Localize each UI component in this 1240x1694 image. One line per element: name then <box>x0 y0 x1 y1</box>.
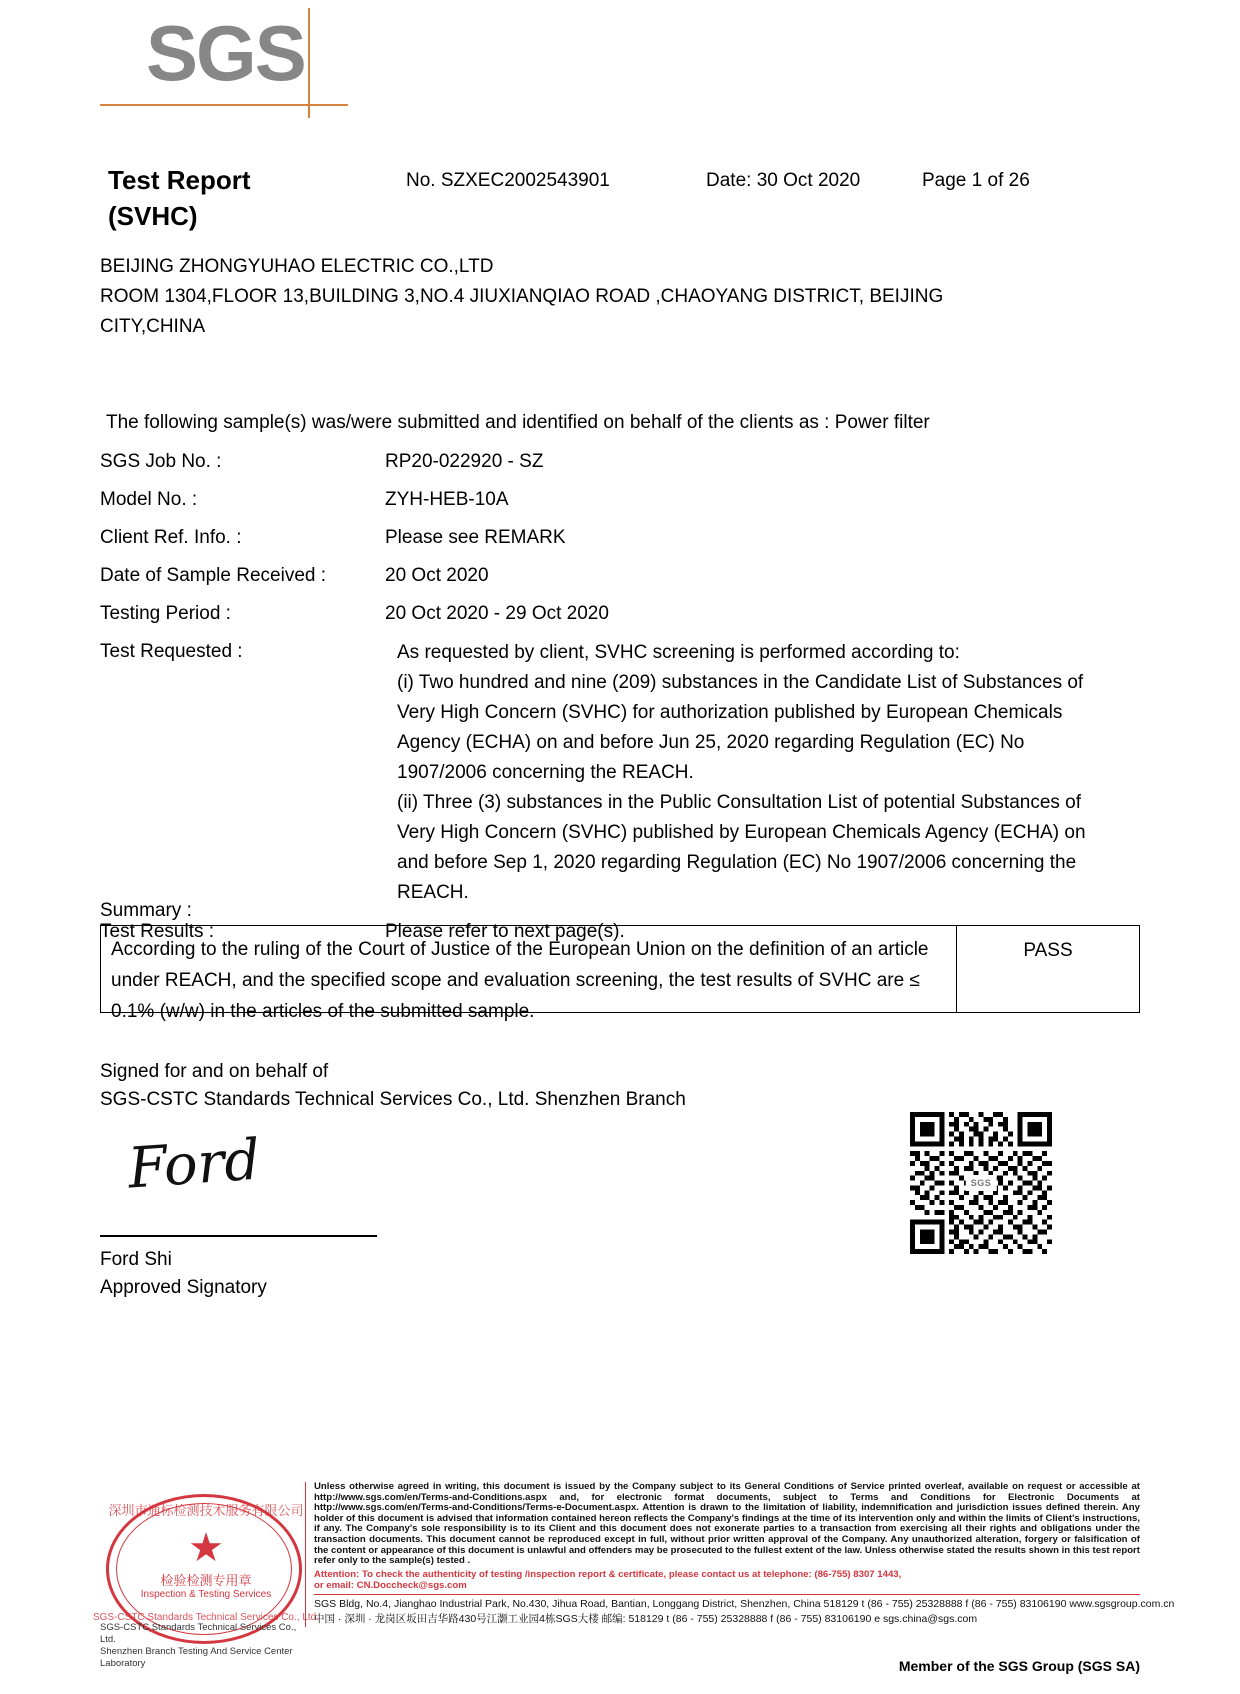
page-title-line2: (SVHC) <box>108 201 198 231</box>
stamp-arc-top-text: 深圳市通标检测技术服务有限公司 <box>108 1503 304 1518</box>
qr-code <box>910 1112 1052 1254</box>
footer-lab-line1: SGS-CSTC Standards Technical Services Co., Ltd. <box>100 1622 297 1645</box>
detail-label: SGS Job No. : <box>100 451 222 472</box>
sgs-logo-text: SGS <box>146 9 305 97</box>
client-name: BEIJING ZHONGYUHAO ELECTRIC CO.,LTD <box>100 256 494 277</box>
detail-value: 20 Oct 2020 - 29 Oct 2020 <box>385 603 609 624</box>
signatory-role: Approved Signatory <box>100 1277 267 1298</box>
detail-label: Model No. : <box>100 489 198 510</box>
detail-value: ZYH-HEB-10A <box>385 489 509 510</box>
detail-label: Testing Period : <box>100 603 231 624</box>
signatory-block <box>100 1246 267 1302</box>
summary-box <box>100 925 1140 1022</box>
summary-label: Summary : <box>100 900 192 921</box>
logo-horizontal-rule <box>100 104 348 106</box>
client-block <box>100 252 1100 342</box>
detail-row-test-requested <box>100 638 1100 908</box>
footer-address-block <box>314 1594 1175 1627</box>
footer-address-cn: 中国 · 深圳 · 龙岗区坂田吉华路430号江灏工业园4栋SGS大楼 邮编: 518129 t (86 - 755) 25328888 f (86 - 755) 83106190 e sgs.china@sgs.com <box>314 1612 978 1625</box>
sgs-logo <box>100 8 350 118</box>
footer-attention-line1: Attention: To check the authenticity of testing /inspection report & certificate, please contact us at telephone: (86-755) 8307 1443, <box>314 1568 902 1580</box>
detail-label: Client Ref. Info. : <box>100 527 242 548</box>
footer-address-en: SGS Bldg, No.4, Jianghao Industrial Park, No.430, Jihua Road, Bantian, Longgang District, Shenzhen, China 518129 t (86 - 755) 25328888 f (86 - 755) 83106190 www.sgsgroup.com.cn <box>314 1597 1175 1610</box>
details-table <box>100 448 1100 956</box>
detail-value: Please refer to next page(s). <box>385 921 625 942</box>
stamp-chinese-text: 检验检测专用章 <box>160 1573 252 1588</box>
sample-intro-text: The following sample(s) was/were submitted and identified on behalf of the clients as : Power filter <box>106 412 930 433</box>
detail-label: Date of Sample Received : <box>100 565 327 586</box>
stamp-arc-bottom-text: SGS-CSTC Standards Technical Services Co., Ltd. <box>92 1612 320 1623</box>
footer-attention <box>314 1569 1140 1591</box>
summary-text: According to the ruling of the Court of Justice of the European Union on the definition of an article under REACH, and the specified scope and evaluation screening, the test results of SVHC are ≤ 0.1% (w/w) in the articles of the submitted sample. <box>101 926 957 1012</box>
detail-value: RP20-022920 - SZ <box>385 451 544 472</box>
stamp-english-text: Inspection & Testing Services <box>140 1589 272 1600</box>
detail-row-job-no <box>100 448 1100 476</box>
test-requested-item-ii: (ii) Three (3) substances in the Public Consultation List of potential Substances of Very High Concern (SVHC) published by European Chemicals Agency (ECHA) on and before Sep 1, 2020 regarding Regulation (EC) No 1907/2006 concerning the REACH. <box>397 792 1086 903</box>
report-date: Date: 30 Oct 2020 <box>706 170 861 191</box>
handwritten-signature: Ford <box>125 1127 263 1202</box>
detail-row-client-ref <box>100 524 1100 552</box>
footer-attention-line2: or email: CN.Doccheck@sgs.com <box>314 1579 467 1591</box>
report-number: No. SZXEC2002543901 <box>406 170 610 191</box>
footer-member-note: Member of the SGS Group (SGS SA) <box>898 1658 1140 1674</box>
signature-rule <box>100 1235 377 1237</box>
client-address-line2: CITY,CHINA <box>100 316 206 337</box>
client-address-line1: ROOM 1304,FLOOR 13,BUILDING 3,NO.4 JIUXIANQIAO ROAD ,CHAOYANG DISTRICT, BEIJING <box>100 286 944 307</box>
logo-vertical-rule <box>308 8 310 118</box>
detail-value: 20 Oct 2020 <box>385 565 489 586</box>
test-requested-body <box>397 638 1100 908</box>
summary-result-badge: PASS <box>1023 940 1073 961</box>
detail-value: Please see REMARK <box>385 527 566 548</box>
page-title-line1: Test Report <box>108 165 251 195</box>
footer-terms-block <box>305 1481 1175 1627</box>
footer-terms-text: Unless otherwise agreed in writing, this document is issued by the Company subject to its General Conditions of Service printed overleaf, available on request or accessible at http://www.sgs.com/en/Terms-and-Conditions.aspx and, for electronic format documents, subject to Terms and Conditions for Electronic Documents at http://www.sgs.com/en/Terms-and-Conditions/Terms-e-Document.aspx. Attention is drawn to the limitation of liability, indemnification and jurisdiction issues defined therein. Any holder of this document is advised that information contained hereon reflects the Company's findings at the time of its intervention only and within the limits of Client's instructions, if any. The Company's sole responsibility is to its Client and this document does not exonerate parties to a transaction from exercising all their rights and obligations under the transaction documents. This document cannot be reproduced except in full, without prior written approval of the Company. Any unauthorized alteration, forgery or falsification of the content or appearance of this document is unlawful and offenders may be prosecuted to the fullest extent of the law. Unless otherwise stated the results shown in this test report refer only to the sample(s) tested . <box>314 1481 1140 1567</box>
test-requested-item-i: (i) Two hundred and nine (209) substances in the Candidate List of Substances of Very High Concern (SVHC) for authorization published by European Chemicals Agency (ECHA) on and before Jun 25, 2020 regarding Regulation (EC) No 1907/2006 concerning the REACH. <box>397 672 1084 783</box>
page-indicator: Page 1 of 26 <box>922 170 1030 191</box>
signatory-name: Ford Shi <box>100 1249 172 1270</box>
footer-lab-line2: Shenzhen Branch Testing And Service Center Laboratory <box>100 1646 293 1669</box>
detail-row-sample-received <box>100 562 1100 590</box>
detail-row-model-no <box>100 486 1100 514</box>
star-icon: ★ <box>188 1526 224 1570</box>
page-title <box>108 162 251 234</box>
signed-for-line1: Signed for and on behalf of <box>100 1061 329 1082</box>
test-requested-intro: As requested by client, SVHC screening is performed according to: <box>397 642 960 663</box>
detail-label: Test Requested : <box>100 641 243 662</box>
signed-for-block <box>100 1058 686 1114</box>
detail-label: Test Results : <box>100 921 215 942</box>
qr-center-logo: SGS <box>966 1175 997 1191</box>
detail-row-testing-period <box>100 600 1100 628</box>
signed-for-line2: SGS-CSTC Standards Technical Services Co., Ltd. Shenzhen Branch <box>100 1089 686 1110</box>
